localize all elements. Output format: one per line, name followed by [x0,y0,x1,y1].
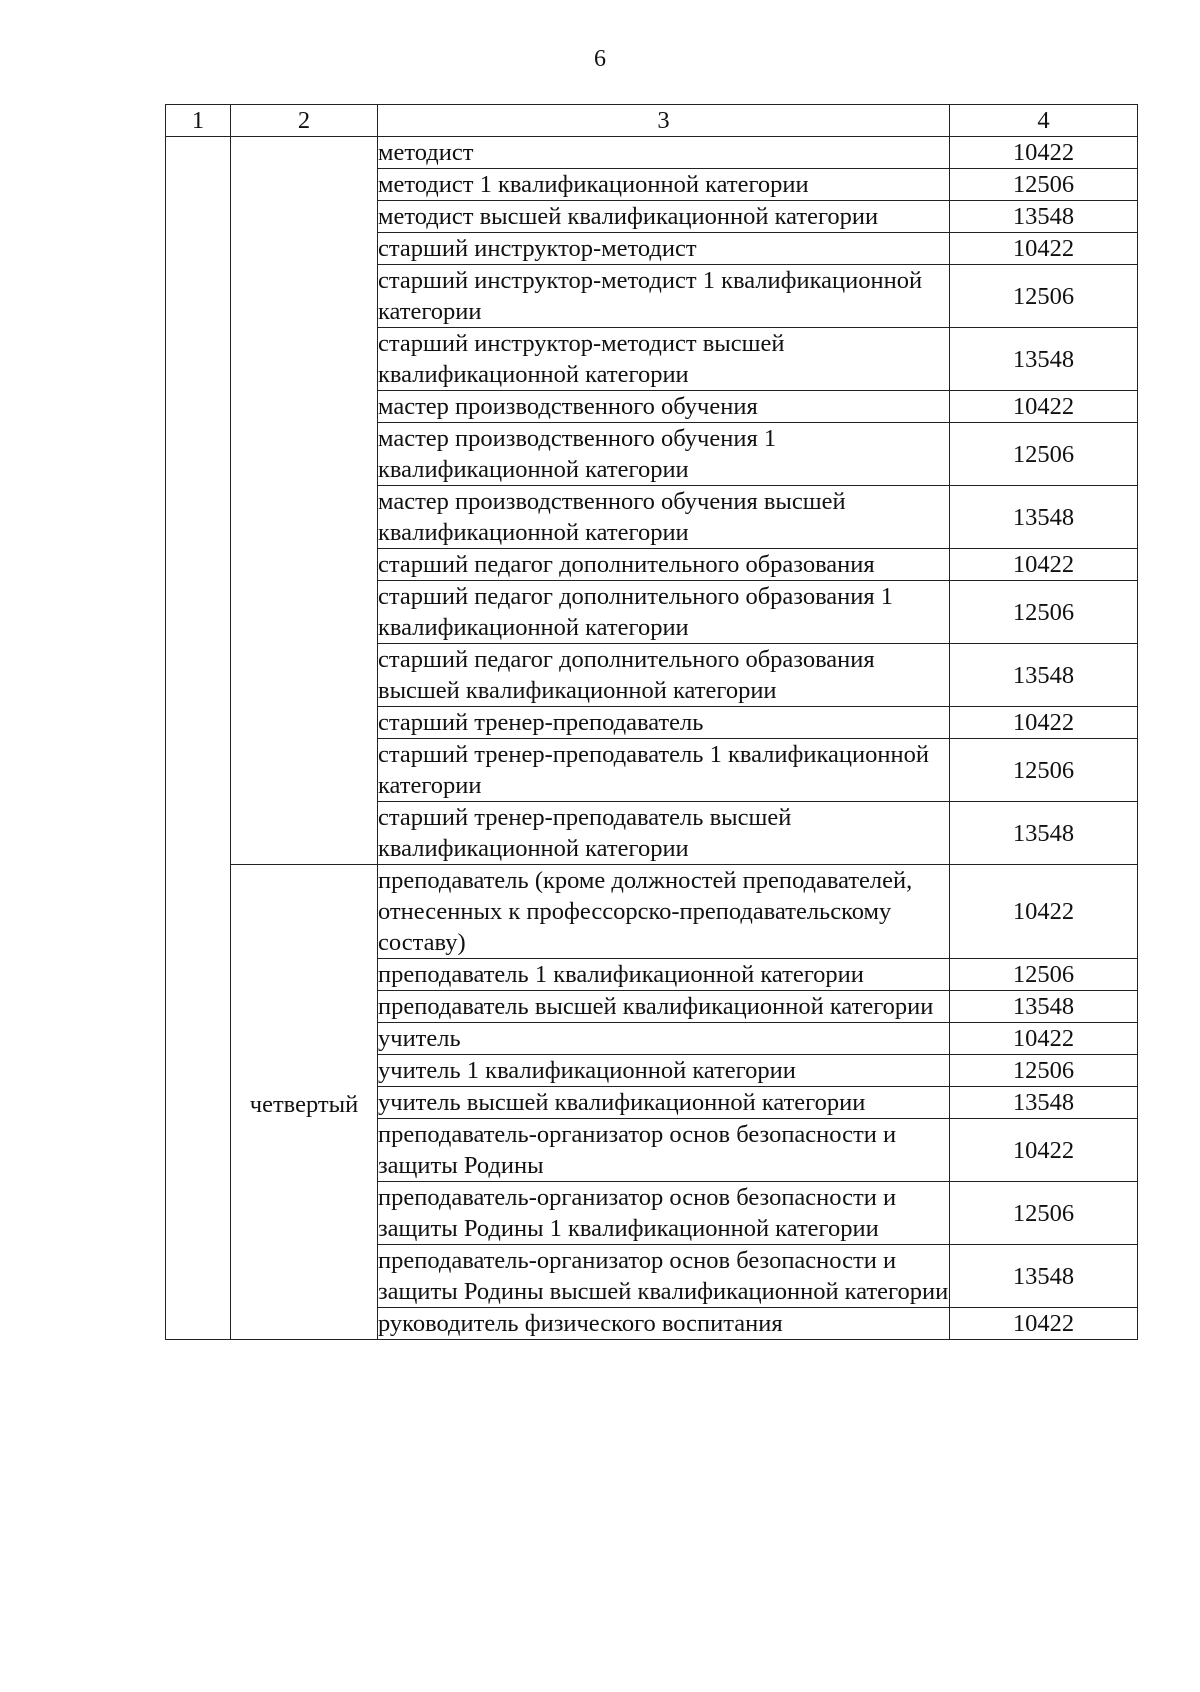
value-cell: 12506 [950,1182,1138,1245]
position-cell: преподаватель (кроме должностей преподавателей, отнесенных к профессорско-преподавательскому составу) [378,865,950,959]
position-cell: руководитель физического воспитания [378,1308,950,1340]
value-cell: 10422 [950,1119,1138,1182]
position-cell: мастер производственного обучения высшей квалификационной категории [378,486,950,549]
header-col-1: 1 [166,105,231,137]
value-cell: 13548 [950,1245,1138,1308]
value-cell: 12506 [950,423,1138,486]
position-cell: преподаватель-организатор основ безопасности и защиты Родины [378,1119,950,1182]
value-cell: 13548 [950,1087,1138,1119]
position-cell: старший инструктор-методист 1 квалификационной категории [378,265,950,328]
position-cell: старший инструктор-методист высшей квалификационной категории [378,328,950,391]
position-cell: мастер производственного обучения [378,391,950,423]
table-row [166,137,1138,169]
position-cell: старший педагог дополнительного образования высшей квалификационной категории [378,644,950,707]
value-cell: 12506 [950,1055,1138,1087]
table-header-row [166,105,1138,137]
position-cell: старший инструктор-методист [378,233,950,265]
position-cell: преподаватель-организатор основ безопасности и защиты Родины 1 квалификационной категории [378,1182,950,1245]
position-cell: преподаватель 1 квалификационной категории [378,959,950,991]
table-row [166,865,1138,959]
value-cell: 12506 [950,169,1138,201]
value-cell: 10422 [950,549,1138,581]
position-cell: преподаватель высшей квалификационной категории [378,991,950,1023]
position-cell: учитель высшей квалификационной категории [378,1087,950,1119]
position-cell: старший педагог дополнительного образования [378,549,950,581]
value-cell: 12506 [950,265,1138,328]
value-cell: 13548 [950,486,1138,549]
value-cell: 12506 [950,581,1138,644]
position-cell: преподаватель-организатор основ безопасности и защиты Родины высшей квалификационной категории [378,1245,950,1308]
value-cell: 13548 [950,802,1138,865]
position-cell: учитель [378,1023,950,1055]
value-cell: 13548 [950,991,1138,1023]
column-1-merged-cell [166,137,231,1340]
header-col-2: 2 [231,105,378,137]
position-cell: методист 1 квалификационной категории [378,169,950,201]
position-cell: старший тренер-преподаватель 1 квалификационной категории [378,739,950,802]
position-cell: методист высшей квалификационной категории [378,201,950,233]
position-cell: старший тренер-преподаватель [378,707,950,739]
value-cell: 10422 [950,1308,1138,1340]
value-cell: 10422 [950,137,1138,169]
page-number: 6 [594,46,606,72]
value-cell: 10422 [950,391,1138,423]
value-cell: 10422 [950,1023,1138,1055]
position-cell: старший педагог дополнительного образования 1 квалификационной категории [378,581,950,644]
value-cell: 10422 [950,865,1138,959]
group-label-cell: четвертый [231,865,378,1340]
value-cell: 13548 [950,328,1138,391]
value-cell: 12506 [950,959,1138,991]
position-cell: учитель 1 квалификационной категории [378,1055,950,1087]
table-body [166,137,1138,1340]
position-cell: мастер производственного обучения 1 квалификационной категории [378,423,950,486]
salary-table [165,104,1138,1340]
value-cell: 10422 [950,707,1138,739]
header-col-4: 4 [950,105,1138,137]
header-col-3: 3 [378,105,950,137]
position-cell: старший тренер-преподаватель высшей квалификационной категории [378,802,950,865]
value-cell: 13548 [950,201,1138,233]
column-2-merged-cell [231,137,378,865]
position-cell: методист [378,137,950,169]
value-cell: 12506 [950,739,1138,802]
value-cell: 13548 [950,644,1138,707]
value-cell: 10422 [950,233,1138,265]
